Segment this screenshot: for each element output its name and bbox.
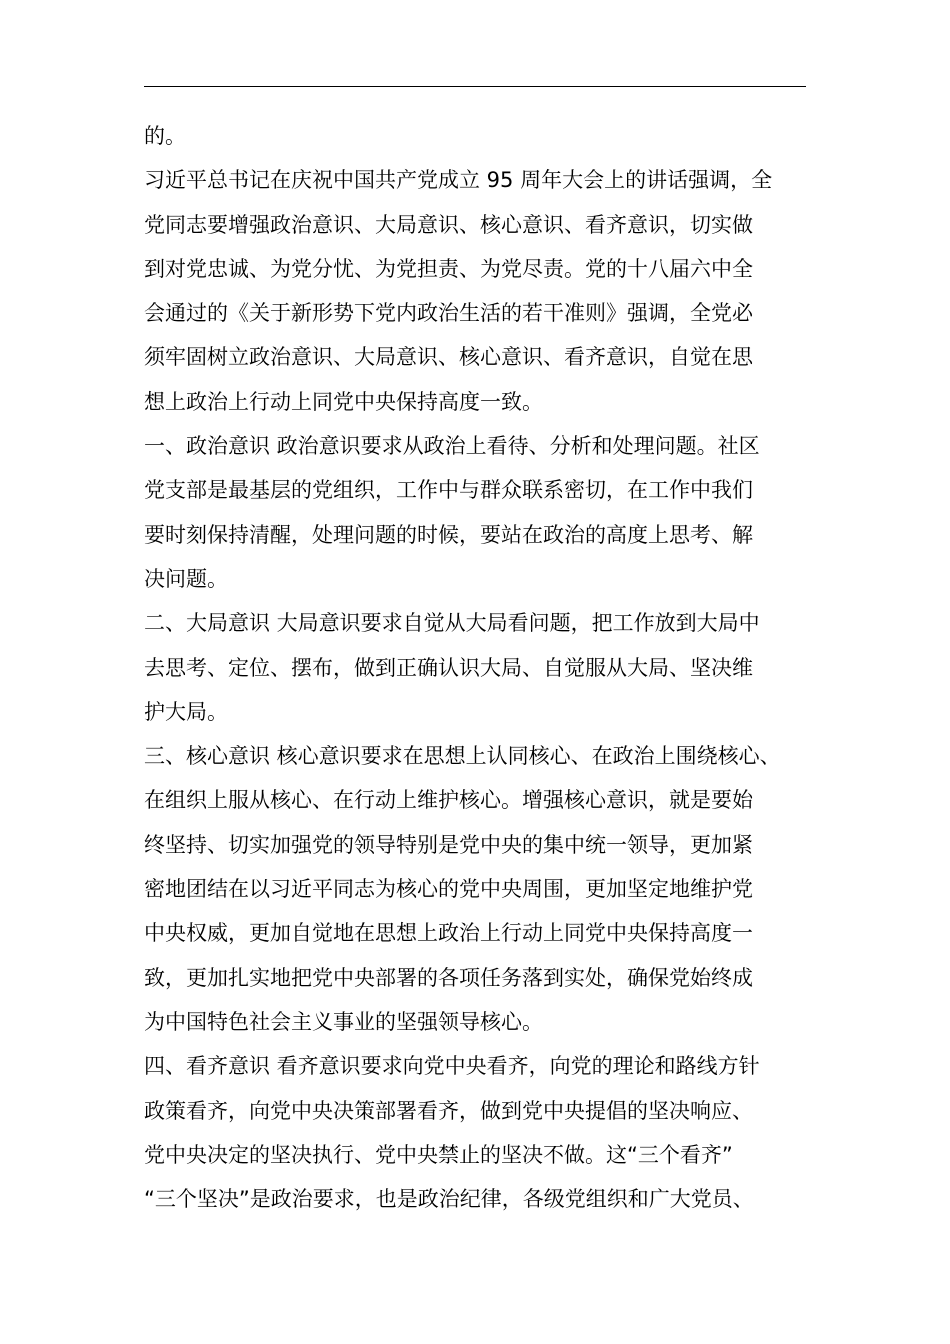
text-line: 的。 — [144, 124, 186, 148]
document-body — [144, 114, 814, 1221]
text-line: 会通过的《关于新形势下党内政治生活的若干准则》强调，全党必 — [144, 301, 753, 326]
text-line: 政策看齐，向党中央决策部署看齐，做到党中央提倡的坚决响应、 — [144, 1098, 753, 1123]
text-line: 到对党忠诚、为党分忧、为党担责、为党尽责。党的十八届六中全 — [144, 256, 753, 281]
text-line: 党同志要增强政治意识、大局意识、核心意识、看齐意识，切实做 — [144, 212, 753, 237]
text-line: 要时刻保持清醒，处理问题的时候，要站在政治的高度上思考、解 — [144, 522, 753, 547]
text-line: 中央权威，更加自觉地在思想上政治上行动上同党中央保持高度一 — [144, 921, 753, 946]
text-line: 在组织上服从核心、在行动上维护核心。增强核心意识，就是要始 — [144, 788, 753, 813]
text-line: 密地团结在以习近平同志为核心的党中央周围，更加坚定地维护党 — [144, 877, 753, 902]
text-line: 党支部是最基层的党组织，工作中与群众联系密切，在工作中我们 — [144, 478, 753, 503]
text-line: 习近平总书记在庆祝中国共产党成立 95 周年大会上的讲话强调，全 — [144, 168, 773, 193]
text-line: 去思考、定位、摆布，做到正确认识大局、自觉服从大局、坚决维 — [144, 655, 753, 680]
text-line: “三个坚决”是政治要求，也是政治纪律，各级党组织和广大党员、 — [144, 1187, 754, 1212]
text-line: 护大局。 — [144, 699, 228, 724]
text-line: 想上政治上行动上同党中央保持高度一致。 — [144, 389, 543, 414]
text-line: 须牢固树立政治意识、大局意识、核心意识、看齐意识，自觉在思 — [144, 345, 753, 370]
text-line: 四、看齐意识 看齐意识要求向党中央看齐，向党的理论和路线方针 — [144, 1054, 760, 1079]
text-line: 党中央决定的坚决执行、党中央禁止的坚决不做。这“三个看齐” — [144, 1142, 733, 1167]
header-rule — [144, 86, 806, 87]
text-line: 三、核心意识 核心意识要求在思想上认同核心、在政治上围绕核心、 — [144, 744, 781, 769]
text-line: 为中国特色社会主义事业的坚强领导核心。 — [144, 1009, 543, 1034]
text-line: 致，更加扎实地把党中央部署的各项任务落到实处，确保党始终成 — [144, 965, 753, 990]
text-line: 二、大局意识 大局意识要求自觉从大局看问题，把工作放到大局中 — [144, 611, 760, 636]
text-line: 终坚持、切实加强党的领导特别是党中央的集中统一领导，更加紧 — [144, 832, 753, 857]
text-line: 决问题。 — [144, 566, 228, 591]
text-line: 一、政治意识 政治意识要求从政治上看待、分析和处理问题。社区 — [144, 434, 760, 459]
